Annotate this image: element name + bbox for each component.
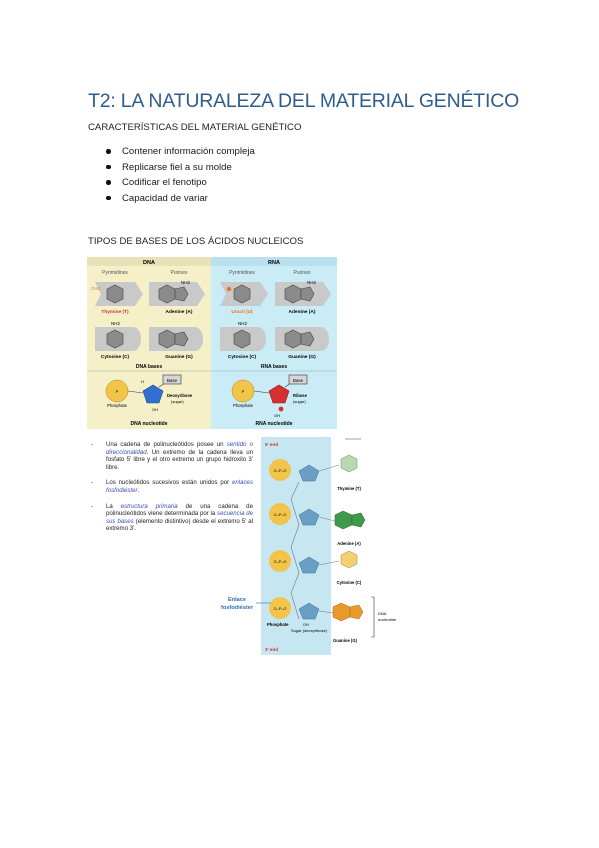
svg-text:NH2: NH2 xyxy=(111,321,121,326)
guanine-hexagon-icon xyxy=(333,603,350,621)
note-item: - La estructura primaria de una cadena de polinucleótidos viene determinada por la secuencia de sus bases (elemento distintivo) desde el extremo 5' al extremo 3'. xyxy=(91,502,254,533)
five-end-label: 5' end xyxy=(265,442,279,447)
hydroxyl-dot-icon xyxy=(279,407,284,412)
bases-figure xyxy=(87,257,337,429)
svg-text:Adenine (A): Adenine (A) xyxy=(337,541,361,546)
svg-text:P: P xyxy=(241,389,245,394)
ring-hexagon-icon xyxy=(159,285,175,303)
ring-hexagon-icon xyxy=(107,285,123,303)
guanine-pentagon-icon xyxy=(350,605,363,619)
svg-text:NH2: NH2 xyxy=(181,280,191,285)
svg-text:O–P–O: O–P–O xyxy=(273,469,287,473)
label-adenine: Adenine (A) xyxy=(165,310,193,315)
list-item: Contener información compleja xyxy=(106,144,255,160)
nucleotide-bracket xyxy=(371,597,374,637)
fosfodiester-label: fosfodiéster xyxy=(220,605,254,611)
cytosine-hexagon-icon xyxy=(341,551,357,568)
svg-text:Phosphate: Phosphate xyxy=(106,403,128,408)
dna-bases-caption: DNA bases xyxy=(135,364,163,370)
thymine-hexagon-icon xyxy=(341,455,357,472)
svg-text:Thymine (T): Thymine (T) xyxy=(337,486,361,491)
strand-figure xyxy=(87,437,397,655)
adenine-hexagon-icon xyxy=(335,511,352,529)
adenine-pentagon-icon xyxy=(352,513,365,527)
ring-hexagon-icon xyxy=(285,330,301,348)
label-guanine-rna: Guanine (G) xyxy=(288,355,316,360)
svg-text:DNA: DNA xyxy=(378,611,387,616)
svg-text:O–P–O: O–P–O xyxy=(273,560,287,564)
svg-text:H: H xyxy=(141,379,144,384)
svg-text:OH: OH xyxy=(303,623,309,627)
label-cytosine: Cytosine (C) xyxy=(100,355,130,360)
svg-text:Phosphate: Phosphate xyxy=(267,622,289,627)
svg-text:O–P–O: O–P–O xyxy=(273,607,287,611)
svg-text:Base: Base xyxy=(166,378,178,383)
ring-hexagon-icon xyxy=(107,330,123,348)
note-item: - Una cadena de polinucleótidos posee un sentido o direccionalidad. Un extremo de la cadena lleva un fosfato 5' libre y el otro extremo un grupo hidroxilo 3' libre. xyxy=(91,441,253,471)
svg-text:Pyrimidines: Pyrimidines xyxy=(102,270,128,276)
ring-hexagon-icon xyxy=(234,285,250,303)
svg-text:Pyrimidines: Pyrimidines xyxy=(229,270,255,276)
svg-text:nucleotide: nucleotide xyxy=(378,617,397,622)
svg-text:(sugar): (sugar) xyxy=(293,399,306,404)
label-uracil: Uracil (U) xyxy=(231,310,253,315)
svg-text:Base: Base xyxy=(292,378,304,383)
svg-text:Phosphate: Phosphate xyxy=(232,403,254,408)
dna-header: DNA xyxy=(143,260,155,266)
ring-hexagon-icon xyxy=(159,330,175,348)
svg-text:Purines: Purines xyxy=(170,270,188,276)
rna-nucleotide-caption: RNA nucleotide xyxy=(255,421,293,427)
label-guanine: Guanine (G) xyxy=(165,355,193,360)
svg-text:Cytosine (C): Cytosine (C) xyxy=(336,580,362,585)
section-heading-bases: TIPOS DE BASES DE LOS ÁCIDOS NUCLEICOS xyxy=(88,236,304,247)
svg-text:Deoxyribose: Deoxyribose xyxy=(167,393,193,398)
rna-bases-caption: RNA bases xyxy=(260,364,288,370)
list-item: Codificar el fenotipo xyxy=(106,175,255,191)
svg-text:Ribose: Ribose xyxy=(293,393,307,398)
svg-text:NH2: NH2 xyxy=(307,280,317,285)
note-item: - Los nucleótidos sucesivos están unidos por enlaces fosfodiéster. xyxy=(91,479,253,494)
list-item: Capacidad de variar xyxy=(106,191,255,207)
svg-text:NH2: NH2 xyxy=(238,321,248,326)
ring-hexagon-icon xyxy=(285,285,301,303)
section-heading-characteristics: CARACTERÍSTICAS DEL MATERIAL GENÉTICO xyxy=(88,122,302,133)
label-thymine: Thymine (T) xyxy=(101,310,129,315)
three-end-label: 3' end xyxy=(265,647,279,652)
svg-text:P: P xyxy=(115,389,119,394)
enlace-label: Enlace xyxy=(227,597,247,603)
page-title: T2: LA NATURALEZA DEL MATERIAL GENÉTICO xyxy=(88,90,520,112)
svg-text:Sugar (deoxyribose): Sugar (deoxyribose) xyxy=(290,628,328,633)
svg-text:O–P–O: O–P–O xyxy=(273,513,287,517)
svg-text:(sugar): (sugar) xyxy=(171,399,184,404)
list-item: Replicarse fiel a su molde xyxy=(106,160,255,176)
svg-text:CH3: CH3 xyxy=(91,286,101,291)
svg-text:OH: OH xyxy=(152,407,158,412)
svg-text:Purines: Purines xyxy=(293,270,311,276)
dna-nucleotide-caption: DNA nucleotide xyxy=(130,421,168,427)
characteristics-list xyxy=(106,144,255,206)
label-adenine-rna: Adenine (A) xyxy=(288,310,316,315)
ring-hexagon-icon xyxy=(234,330,250,348)
svg-text:OH: OH xyxy=(274,413,280,418)
rna-header: RNA xyxy=(268,260,280,266)
label-cytosine-rna: Cytosine (C) xyxy=(227,355,257,360)
svg-text:Guanine (G): Guanine (G) xyxy=(333,638,357,643)
